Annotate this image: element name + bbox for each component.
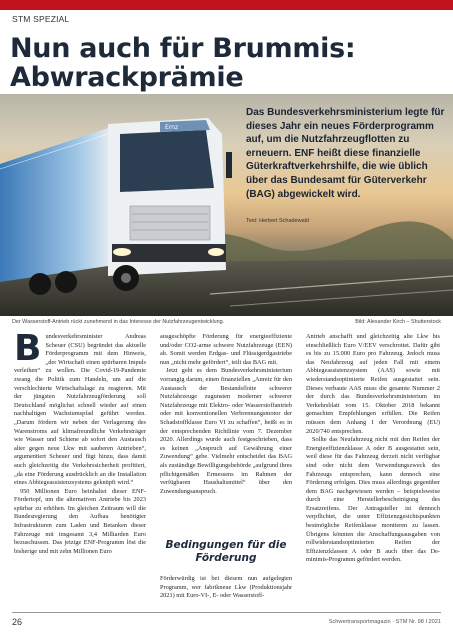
- author-byline: Text: Herbert Schadewald: [246, 218, 309, 224]
- cab-sign-text: Ernz: [165, 124, 179, 131]
- article-column-3: [306, 333, 440, 565]
- page-headline: [10, 34, 450, 92]
- article-column-2-continued: [160, 575, 292, 601]
- article-column-1: [14, 328, 146, 556]
- drop-cap: B: [14, 328, 42, 369]
- headline-line-1: Nun auch für Brummis:: [10, 33, 356, 64]
- paragraph: Förderwürdig ist bei diesem nun aufgelegten Programm, wer fabrikneue Lkw (Produktionsjahr 2021) mit Euro-VI-, E- oder Wasserstoff-: [160, 575, 292, 600]
- paragraph: ausgeschöpfte Förderung für energieeffiziente und/oder CO2-arme schwere Nutzfahrzeuge (EEN) ab. Somit werden Erdgas- und Flüssigerdgastriebe nun „nicht mehr gefördert“, teilt das BAG mit.: [160, 333, 292, 366]
- photo-caption: Der Wasserstoff-Antrieb rückt zunehmend in das Interesse der Nutzfahrzeugentwicklung.: [12, 319, 225, 325]
- paragraph: Jetzt geht es dem Bundesverkehrsministerium vorrangig darum, einen finanziellen „Anreiz für den Austausch der Bestandsflotte schwerer Nutzfahrzeuge zugunsten moderner schwerer Nutzfahrzeuge mit Elektro- oder Wasserstoffantrieb oder mit konventionellen Verbrennungsmotor der Schadstoffklasse Euro VI zu schaffen“, heißt es in der entsprechenden Richtlinie vom 7. Dezember 2020. Allerdings wurde auch festgeschrieben, dass es keinen „Anspruch auf Gewährung einer Zuwendung“ gebe. Vielmehr entscheidet das BAG als zuständige Bewilligungsbehörde „aufgrund ihres pflichtgemäßen Ermessens im Rahmen der verfügbaren Haushaltsmittel“ über den Zuwendungsanspruch.: [160, 367, 292, 495]
- section-subheading: Bedingungen für die Förderung: [165, 539, 287, 564]
- photo-credit: Bild: Alexander Kirch – Shutterstock: [355, 319, 441, 325]
- paragraph: Sollte das Neufahrzeug nicht mit den Reifen der Energieeffizienzklasse A oder B ausgestattet sein, weil diese für das Fahrzeug derzeit nicht verfügbar sind oder nicht dem Verwendungszweck des Fahrzeugs entsprechen, kann dennoch eine Förderung erfolgen. Dies muss allerdings gegenüber dem BAG nachgewiesen werden – beispielsweise durch eine Herstellerbescheinigung des Ersatzreifens. Der Antragsteller ist dennoch verpflichtet, die unter Effizienzgesichtspunkten bestmögliche Reifenklasse montieren zu lassen. Übrigens könnten die Anschaffungsausgaben von rollwiderstandsoptimierten Reifen der Effizienzklassen A oder B auch über das De-minimis-Programm gefördert werden.: [306, 436, 440, 564]
- headline-line-2: Abwrackprämie: [10, 62, 244, 93]
- section-label: STM SPEZIAL: [12, 14, 70, 24]
- publication-info: Schwertransportmagazin · STM Nr. 98 I 2021: [328, 619, 441, 625]
- top-accent-bar: [0, 0, 453, 10]
- paragraph: Antrieb anschafft und gleichzeitig alte Lkw bis einschließlich Euro V/EEV verschrottet. Dafür gibt es bis zu 15.000 Euro pro Fahrzeug. Jedoch muss das Neufahrzeug auf jeden Fall mit einem Abbiegeassistenzsystem (AAS) sowie mit wiederstandsoptimierte Reifen ausgestattet sein. Dieses verbaute AAS muss die gesamte Nummer 2 der durch das Bundesverkehrsministerium im Verkehrsblatt vom 15. Oktober 2018 bekannt gemachten Empfehlungen erfüllen. Die Reifen müssen dem Anhang I der Verordnung (EU) 2020/740 entsprechen.: [306, 333, 440, 435]
- paragraph: 950 Millionen Euro beinhaltet dieser ENF-Fördertopf, um die alternativen Antriebe bis 2023 spürbar zu erhöhen. Im gleichen Zeitraum will die Bundesregierung den Aufbau benötigter Infrastrukturen zum Laden und Betanken dieser Fahrzeuge mit insgesamt 3,4 Milliarden Euro bezuschussen. Das jetzige ENF-Programm löst die bisherige und mit zehn Millionen Euro: [14, 487, 146, 555]
- article-column-2: [160, 333, 292, 496]
- footer-divider: [12, 612, 441, 613]
- article-deck: Das Bundesverkehrsministerium legte für dieses Jahr ein neues Förderprogramm auf, um die Nutzfahrzeugflotten zu erneuern. ENF heißt diese finanzielle Güterkraftverkehrshilfe, die wie üblich über das Bundesamt für Güterverkehr (BAG) abgewickelt wird.: [246, 107, 445, 200]
- page-number: 26: [12, 617, 23, 627]
- paragraph: undesverkehrsminister Andreas Scheuer (CSU) begründet das aktuelle Förderprogramm mit dem Hinweis, „der Wirtschaft einen spürbaren Impuls verleihen“ zu wollen. Die Covid-19-Pandemie zwang die Politik zum Handeln, um auf die verschlechterte Wirtschaftslage zu reagieren. Mit der jüngsten Nutzfahrzeugförderung soll Deutschland möglichst schnell wieder auf einen nachhaltigen Wachstumspfad geführt werden. „Darum fördern wir neben der Verlagerung des Warenstroms auf klimafreundliche Verkehrsträger wie Wasser und Schiene ab sofort den Austausch alter gegen neue Lkw mit sauberen Antrieben“, argumentiert Scheuer und fügt hinzu, dass damit auch gleichzeitig die Verkehrssicherheit profitiert, „da eine Förderung ausdrücklich an die Installation eines Abbiegeassistenzsystems geknüpft wird.“: [14, 333, 146, 487]
